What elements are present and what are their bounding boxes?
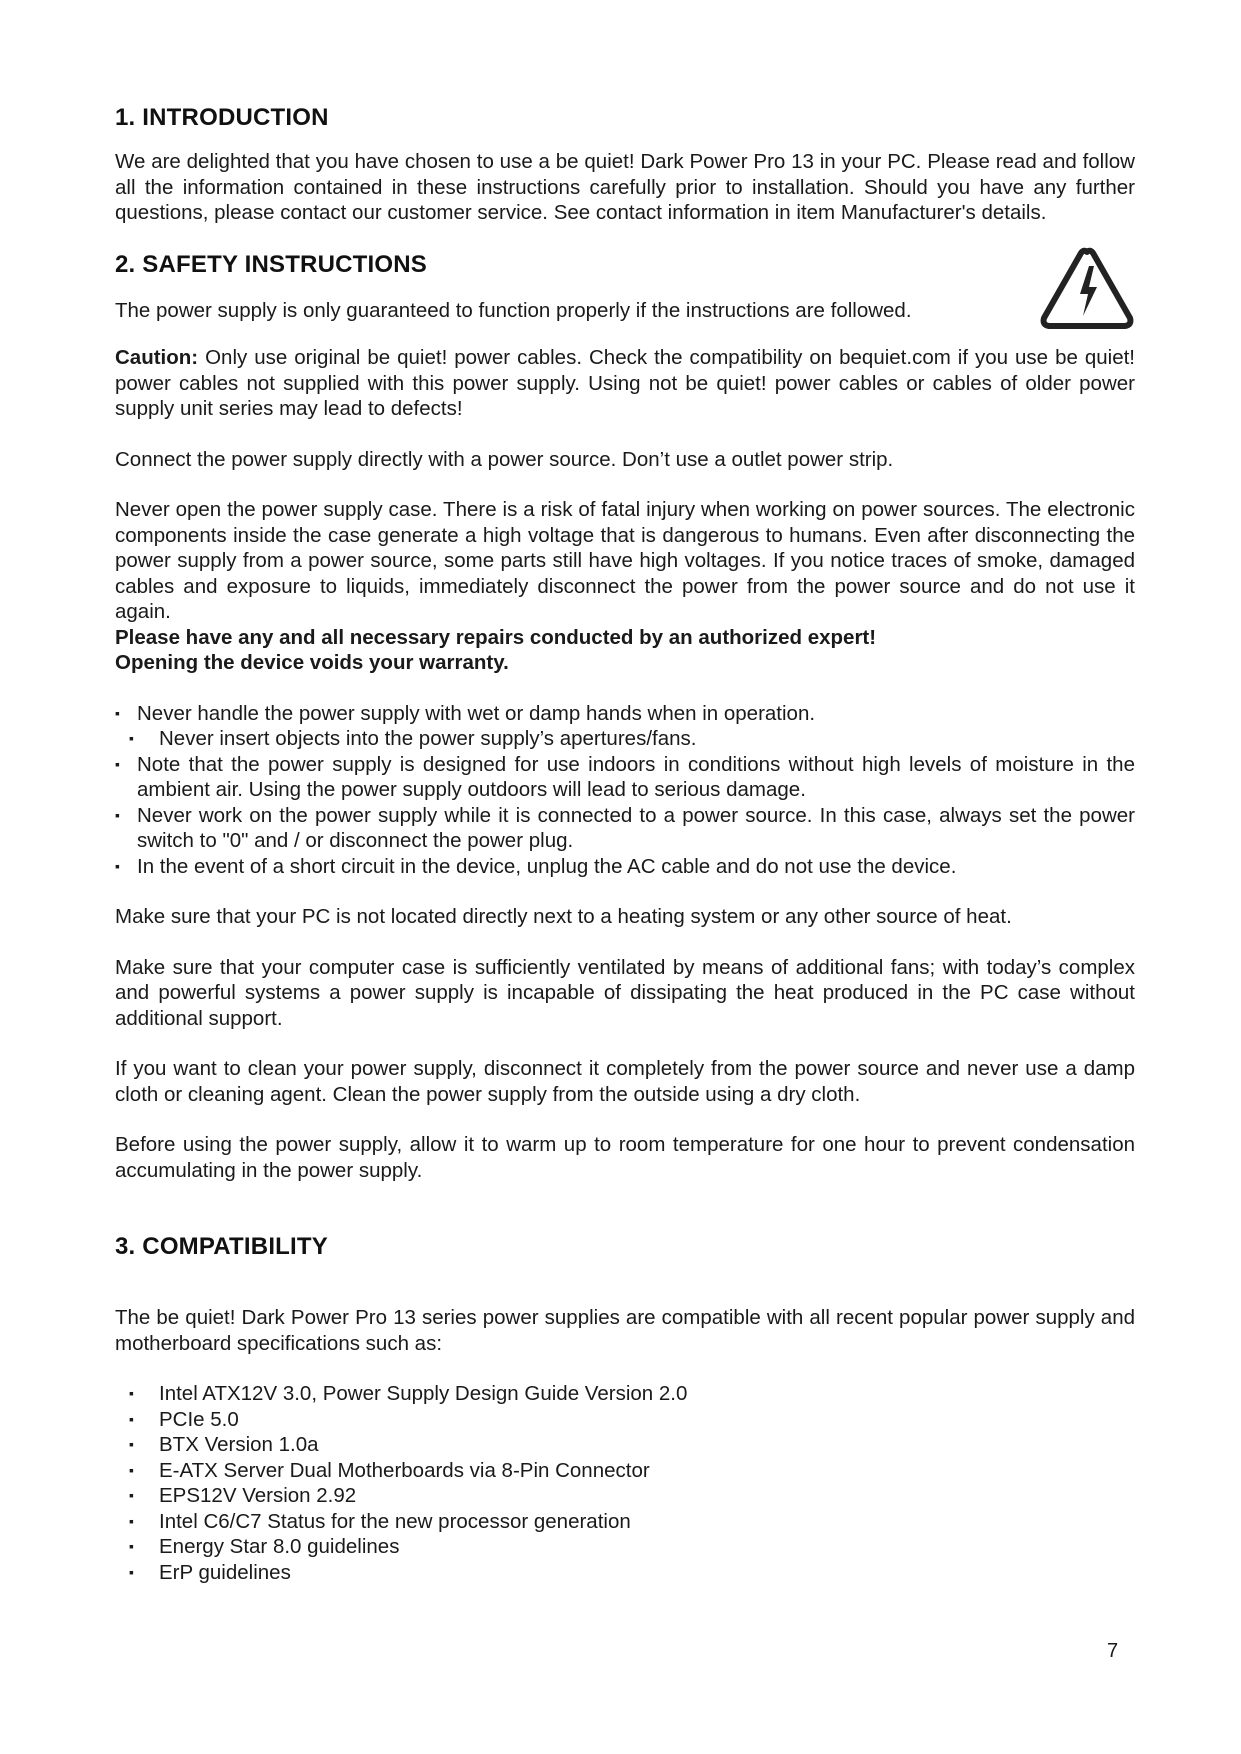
section-2 (115, 251, 1135, 1184)
list-item: ▪ Note that the power supply is designed for use indoors in conditions without high levels of moisture in the ambient air. Using the power supply outdoors will lead to serious damage. (115, 752, 1135, 803)
caution-label: Caution: (115, 346, 199, 369)
specs-list (115, 1381, 1135, 1585)
list-item: ▪ In the event of a short circuit in the device, unplug the AC cable and do not use the device. (115, 854, 1135, 880)
ventilation-paragraph: Make sure that your computer case is sufficiently ventilated by means of additional fans; with today’s complex and powerful systems a power supply is incapable of dissipating the heat produced in the PC case without additional support. (115, 955, 1135, 1030)
list-item: ▪ E-ATX Server Dual Motherboards via 8-Pin Connector (115, 1458, 1135, 1484)
compatibility-paragraph: The be quiet! Dark Power Pro 13 series power supplies are compatible with all recent popular power supply and motherboard specifications such as: (115, 1306, 1135, 1355)
never-open-paragraph: Never open the power supply case. There is a risk of fatal injury when working on power sources. The electronic components inside the case generate a high voltage that is dangerous to humans. Even after disconnecting the power supply from a power source, some parts still have high voltages. If you notice traces of smoke, damaged cables and exposure to liquids, immediately disconnect the power from the power source and do not use it again. (115, 498, 1135, 623)
section-3-heading: 3. COMPATIBILITY (115, 1233, 328, 1260)
repairs-warning: Please have any and all necessary repairs conducted by an authorized expert! (115, 625, 877, 649)
safety-bullet-list (115, 701, 1135, 880)
list-item: ▪ Never insert objects into the power supply’s apertures/fans. (115, 726, 1135, 752)
safety-intro-text: The power supply is only guaranteed to function properly if the instructions are followed. (115, 298, 912, 322)
caution-paragraph (115, 345, 1135, 422)
section-1-heading: 1. INTRODUCTION (115, 104, 329, 131)
list-item: ▪ Energy Star 8.0 guidelines (115, 1534, 1135, 1560)
high-voltage-warning-icon (1037, 244, 1137, 334)
list-item: ▪ BTX Version 1.0a (115, 1432, 1135, 1458)
heating-paragraph: Make sure that your PC is not located directly next to a heating system or any other source of heat. (115, 905, 1012, 928)
manual-page (115, 100, 1135, 1585)
list-item: ▪ Intel ATX12V 3.0, Power Supply Design Guide Version 2.0 (115, 1381, 1135, 1407)
list-item: ▪ EPS12V Version 2.92 (115, 1483, 1135, 1509)
connect-paragraph: Connect the power supply directly with a power source. Don’t use a outlet power strip. (115, 447, 894, 471)
section-1-paragraph: We are delighted that you have chosen to use a be quiet! Dark Power Pro 13 in your PC. Please read and follow all the information contained in these instructions carefully prior to installation. Should you have any further questions, please contact our customer service. See contact information in item Manufacturer's details. (115, 150, 1135, 224)
warmup-paragraph: Before using the power supply, allow it to warm up to room temperature for one hour to prevent condensation accumulating in the power supply. (115, 1133, 1135, 1182)
caution-text: Only use original be quiet! power cables. Check the compatibility on bequiet.com if you use be quiet! power cables not supplied with this power supply. Using not be quiet! power cables or cables of older power supply unit series may lead to defects! (115, 346, 1135, 420)
list-item: ▪ PCIe 5.0 (115, 1407, 1135, 1433)
section-3 (115, 1233, 1135, 1585)
warranty-warning: Opening the device voids your warranty. (115, 651, 509, 674)
cleaning-paragraph: If you want to clean your power supply, disconnect it completely from the power source and never use a damp cloth or cleaning agent. Clean the power supply from the outside using a dry cloth. (115, 1057, 1135, 1106)
list-item: ▪ Intel C6/C7 Status for the new processor generation (115, 1509, 1135, 1535)
list-item: ▪ Never work on the power supply while it is connected to a power source. In this case, always set the power switch to "0" and / or disconnect the power plug. (115, 803, 1135, 854)
page-number: 7 (1107, 1640, 1119, 1662)
section-2-heading: 2. SAFETY INSTRUCTIONS (115, 250, 427, 278)
list-item: ▪ ErP guidelines (115, 1560, 1135, 1586)
list-item: ▪ Never handle the power supply with wet or damp hands when in operation. (115, 701, 1135, 727)
